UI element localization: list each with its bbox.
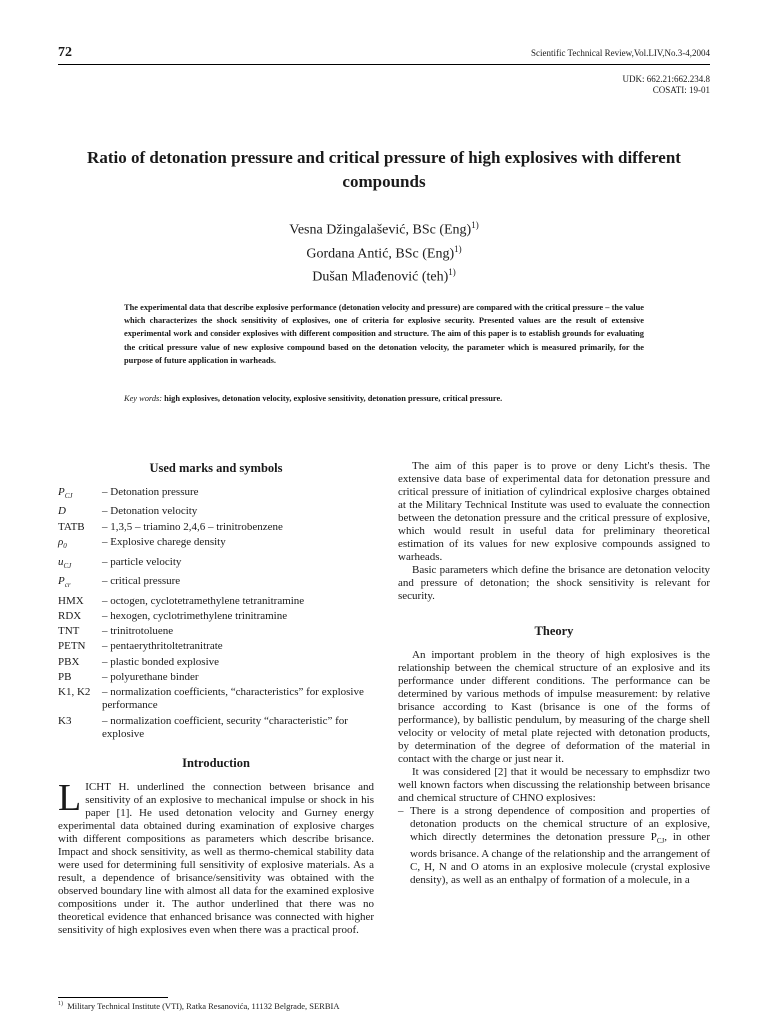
symbol-row <box>58 656 374 669</box>
symbol-row <box>58 595 374 608</box>
footnote-rule <box>58 997 168 998</box>
symbol-description: – octogen, cyclotetramethylene tetranitramine <box>102 594 305 607</box>
paper-title: Ratio of detonation pressure and critical pressure of high explosives with different compounds <box>87 148 681 191</box>
symbol-row <box>58 610 374 623</box>
symbol: $u_{CJ}$ <box>58 555 72 570</box>
symbol-description: – Detonation velocity <box>102 505 198 518</box>
cosati-code: COSATI: 19-01 <box>652 85 710 95</box>
symbol: PETN <box>58 640 86 653</box>
symbol-row <box>58 521 374 534</box>
symbol-row <box>58 486 374 503</box>
symbol-description: – Detonation pressure <box>102 486 199 498</box>
symbol: D <box>58 505 66 518</box>
keywords-label: Key words: <box>124 394 163 403</box>
author-list <box>58 216 710 287</box>
symbol-description: – trinitrotoluene <box>102 625 174 638</box>
symbol: $\rho_0$ <box>58 536 67 551</box>
symbol: RDX <box>58 609 82 622</box>
paragraph: An important problem in the theory of high explosives is the relationship between the chemical structure of an explosive and its performance under different conditions. The performance can be determined by various methods of impulse measurement: by relative brisance according to Kast (brisance is one of the forms of performance), by ballistic pendulum, by measuring of the charge shell velocity or velocity of metal plate rejected with detonation products, by determination of the degree of deformation of the material in contact with the charge or just near it. <box>398 649 710 765</box>
symbol-description: – particle velocity <box>102 555 182 568</box>
symbols-list <box>58 486 374 741</box>
header-rule <box>58 64 710 65</box>
symbol-description: – normalization coefficients, “characteristics” for explosive performance <box>102 686 364 712</box>
symbol: K1, K2 <box>58 686 91 699</box>
symbol-description: – polyurethane binder <box>102 671 199 684</box>
symbol-row <box>58 505 374 518</box>
symbol-row <box>58 575 374 592</box>
symbol-description: – critical pressure <box>102 575 181 588</box>
introduction-heading: Introduction <box>182 755 250 770</box>
left-column <box>58 460 374 937</box>
theory-heading: Theory <box>534 624 574 638</box>
symbol-description: – plastic bonded explosive <box>102 655 220 668</box>
paragraph: It was considered [2] that it would be necessary to emphsdizr two well known factors when discussing the relationship between brisance and chemical structure of CHNO explosives: <box>398 766 710 804</box>
author: Vesna Džingalašević, BSc (Eng)$^{1)}$ <box>289 220 479 238</box>
keywords <box>124 392 644 405</box>
symbol: PBX <box>58 655 80 668</box>
symbol-row <box>58 671 374 684</box>
symbol: $P_{CJ}$ <box>58 486 73 501</box>
symbol-row <box>58 715 374 741</box>
list-item: – There is a strong dependence of composition and properties of detonation products on the chemical structure of an explosive, which directly determines the detonation pressure $P_{CJ}$, in other words brisance. A change of the relationship and the arrangement of C, H, N and O atoms in an explosive molecule (crystal explosive density), as well as an enthalpy of formation of a molecule, in a <box>398 805 710 887</box>
abstract: The experimental data that describe explosive performance (detonation velocity and pressure) are compared with the critical pressure – the value which characterizes the shock sensitivity of explosives, one of criteria for explosive security. Presented values are the result of extensive experimental work and consider explosives with different composition and structure. The aim of this paper is to establish grounds for evaluating the critical pressure value of new explosive compound based on the detonation velocity, the parameter which is measured primarily, for the purpose of future application in warheads. <box>124 303 644 365</box>
paragraph: Basic parameters which define the brisance are detonation velocity and pressure of detonation; the shock sensitivity is relevant for security. <box>398 564 710 602</box>
symbol: K3 <box>58 714 72 727</box>
symbol-description: – 1,3,5 – triamino 2,4,6 – trinitrobenzene <box>102 520 283 533</box>
symbol: PB <box>58 671 72 684</box>
symbol-row <box>58 625 374 638</box>
classification-codes <box>623 74 711 96</box>
udk-code: UDK: 662.21:662.234.8 <box>622 74 710 84</box>
drop-cap: L <box>58 776 82 819</box>
paragraph: The aim of this paper is to prove or deny Licht's thesis. The extensive data base of experimental data for detonation pressure and critical pressure of initiation of cylindrical explosive charges obtained at the Military Technical Institute was used to evaluate the connection between the detonation pressure and the critical pressure of explosive, which would result in useful data for preliminary theoretical estimation of its values for new explosive compounds assigned to warheads. <box>398 460 710 563</box>
page-number: 72 <box>58 45 72 60</box>
symbols-heading: Used marks and symbols <box>149 461 283 475</box>
introduction-text: LICHT H. underlined the connection between brisance and sensitivity of an explosive to mechanical impulse or shock in his paper [1]. He used detonation velocity and Gurney energy experimental data obtained during examination of explosive charges with different compositions as parameters which describe brisance. Impact and shock sensitivity, as well as thermo-chemical stability data were used for determining full sensitivity of explosive materials. As a result, a dependence of brisance/sensitivity was obtained with the observed boundary line with almost all data for the examined explosive compositions under it. The author underlined that there was no theoretical evidence that enhanced brisance was connected with higher sensitivity of high explosives even when there was a practical proof. <box>58 776 374 936</box>
symbol-row <box>58 686 374 712</box>
symbol: TNT <box>58 625 80 638</box>
symbol-description: – hexogen, cyclotrimethylene trinitramine <box>102 609 288 622</box>
symbol-row <box>58 536 374 553</box>
symbol: $P_{cr}$ <box>58 575 71 590</box>
symbol-description: – Explosive charege density <box>102 536 226 549</box>
symbol-row <box>58 556 374 573</box>
footnote: $^{1)}$ Military Technical Institute (VTI), Ratka Resanovića, 11132 Belgrade, SERBIA <box>58 1001 340 1011</box>
author: Dušan Mlađenović (teh)$^{1)}$ <box>312 267 456 285</box>
author: Gordana Antić, BSc (Eng)$^{1)}$ <box>306 243 462 262</box>
symbol: TATB <box>58 520 85 533</box>
keywords-value: high explosives, detonation velocity, explosive sensitivity, detonation pressure, critical pressure. <box>164 394 503 403</box>
symbol-row <box>58 640 374 653</box>
right-column <box>398 460 710 887</box>
symbol-description: – normalization coefficient, security “characteristic” for explosive <box>102 714 348 740</box>
journal-citation: Scientific Technical Review,Vol.LIV,No.3-4,2004 <box>530 48 710 58</box>
symbol-description: – pentaerythritoltetranitrate <box>102 640 223 653</box>
symbol: HMX <box>58 594 84 607</box>
